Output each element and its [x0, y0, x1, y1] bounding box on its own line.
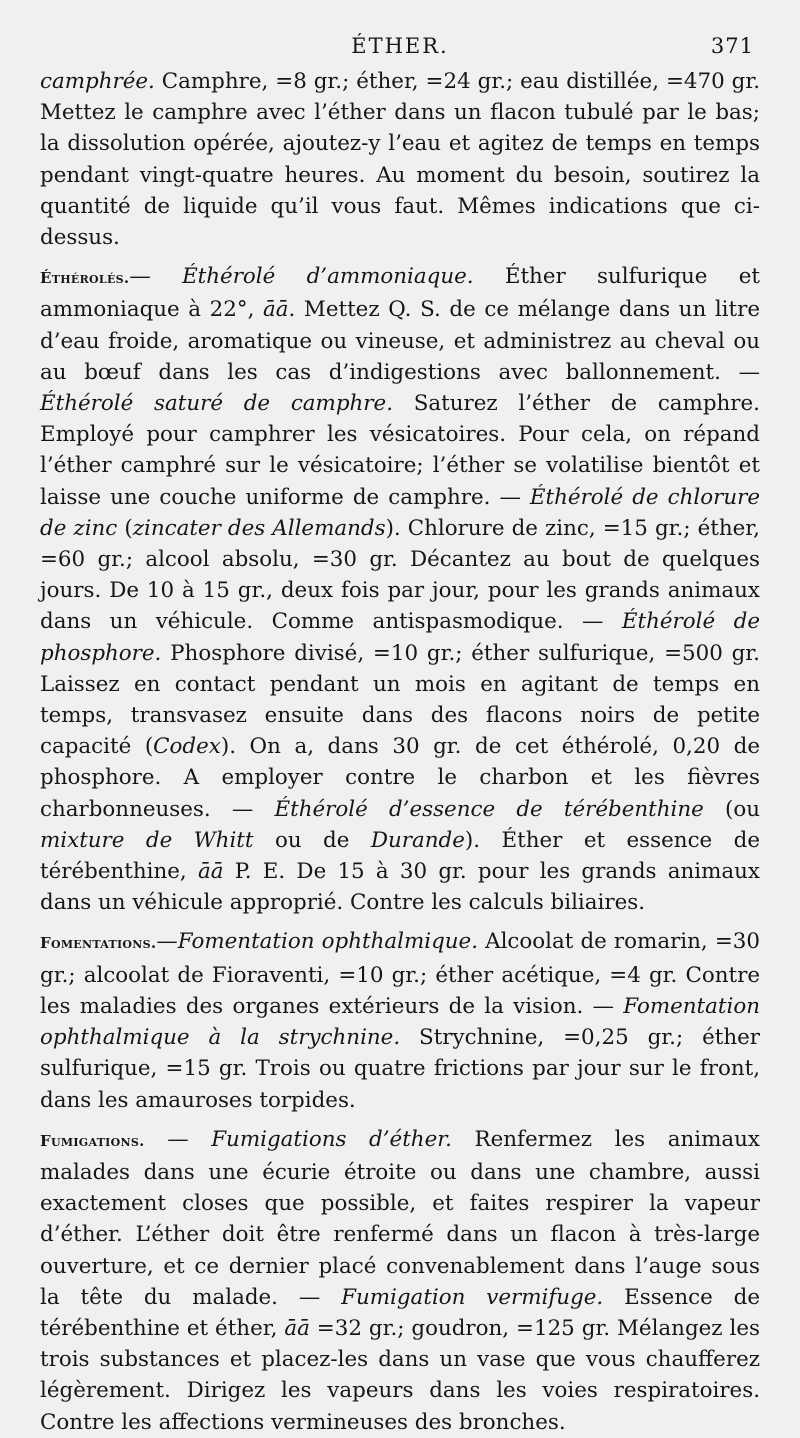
- paragraph-fumigations: [40, 1124, 760, 1438]
- italic-term: Éthérolé saturé de camphre.: [40, 391, 393, 417]
- italic-term: Éthérolé de phosphore.: [40, 609, 760, 666]
- italic-term: zincater des Allemands: [132, 515, 386, 541]
- text-run: Camphre, =8 gr.; éther, =24 gr.; eau distillée, =470 gr. Mettez le camphre avec l’éther dans un flacon tubulé par le bas; la dissolution opérée, ajoutez-y l’eau et agitez de temps en temps pendant vingt-quatre heures. Au moment du besoin, soutirez la quantité de liquide qu’il vous faut. Mêmes indications que ci-dessus.: [40, 69, 760, 251]
- italic-term: Fomentation ophthalmique à la strychnine.: [40, 993, 760, 1051]
- italic-term: Éthérolé de chlorure de zinc: [40, 484, 760, 541]
- text-run: Saturez l’éther de camphre. Employé pour camphrer les vésicatoires. Pour cela, on répand l’éther camphré sur le vésicatoire; l’éther se volatilise bientôt et laisse une couche uniforme de camphre. —: [40, 391, 760, 510]
- italic-term: camphrée.: [40, 69, 155, 94]
- section-heading-fumigations: Fumigations.: [40, 1131, 145, 1150]
- text-run: —: [156, 929, 178, 955]
- text-run: Renfermez les animaux malades dans une écurie étroite ou dans une chambre, aussi exactement closes que possible, et faites respirer la vapeur d’éther. L’éther doit être renfermé dans un flacon à très-large ouverture, et ce dernier placé convenablement dans l’auge sous la tête du malade. —: [40, 1126, 760, 1310]
- italic-term: Codex: [153, 734, 221, 760]
- italic-term: mixture de Whitt: [40, 827, 254, 853]
- paragraph-etherolés: [40, 261, 760, 918]
- text-run: ou de: [253, 827, 371, 853]
- text-run: ). On a, dans 30 gr. de cet éthérolé, 0,20 de phosphore. A employer contre le charbon et les fièvres charbonneuses. —: [40, 734, 760, 822]
- italic-term: Fumigations d’éther.: [211, 1126, 452, 1152]
- text-run: Strychnine, =0,25 gr.; éther sulfurique, =15 gr. Trois ou quatre frictions par jour sur le front, dans les amauroses torpides.: [40, 1025, 760, 1113]
- text-run: (: [117, 515, 133, 541]
- paragraph-camphor-ether: [40, 66, 760, 253]
- italic-term: Fomentation ophthalmique.: [177, 929, 478, 955]
- paragraph-fomentations: [40, 926, 760, 1115]
- abbreviation-ana: āā: [263, 297, 289, 323]
- section-heading-fomentations: Fomentations.: [40, 934, 157, 953]
- italic-term: Éthérolé d’essence de térébenthine: [274, 796, 704, 822]
- abbreviation-ana: āā: [284, 1315, 310, 1341]
- text-run: Alcoolat de romarin, =30 gr.; alcoolat de Fioraventi, =10 gr.; éther acétique, =4 gr. Contre les maladies des organes extérieurs de la vision. —: [40, 929, 760, 1019]
- running-title: ÉTHER.: [351, 34, 449, 58]
- text-run: ). Éther et essence de térébenthine,: [40, 827, 761, 885]
- text-run: Essence de térébenthine et éther,: [40, 1284, 760, 1341]
- abbreviation-ana: āā: [197, 859, 224, 885]
- italic-term: Fumigation vermifuge.: [341, 1284, 604, 1310]
- text-run: (ou: [703, 796, 760, 822]
- text-run: P. E. De 15 à 30 gr. pour les grands animaux dans un véhicule approprié. Contre les calculs biliaires.: [40, 859, 760, 916]
- italic-term: Éthérolé d’ammoniaque.: [182, 264, 474, 290]
- text-run: Phosphore divisé, =10 gr.; éther sulfurique, =500 gr. Laissez en contact pendant un mois en agitant de temps en temps, transvasez ensuite dans des flacons noirs de petite capacité (: [40, 640, 760, 760]
- text-run: =32 gr.; goudron, =125 gr. Mélangez les trois substances et placez-les dans un vase que vous chaufferez légèrement. Dirigez les vapeurs dans les voies respiratoires. Contre les affections vermineuses des bronches.: [40, 1315, 760, 1435]
- page-body: [40, 66, 760, 1438]
- italic-term: Durande: [370, 827, 465, 853]
- text-run: ). Chlorure de zinc, =15 gr.; éther, =60 gr.; alcool absolu, =30 gr. Décantez au bout de quelques jours. De 10 à 15 gr., deux fois par jour, pour les grands animaux dans un véhicule. Comme antispasmodique. —: [40, 515, 760, 635]
- page-number: 371: [710, 34, 754, 58]
- text-run: —: [129, 264, 183, 290]
- section-heading-etherolés: Éthérolés.: [40, 269, 130, 288]
- page-header: [40, 28, 760, 66]
- text-run: . Mettez Q. S. de ce mélange dans un litre d’eau froide, aromatique ou vineuse, et administrez au cheval ou au bœuf dans les cas d’indigestions avec ballonnement. —: [40, 297, 761, 385]
- text-run: Éther sulfurique et ammoniaque à 22°,: [40, 264, 760, 323]
- text-run: —: [144, 1126, 212, 1152]
